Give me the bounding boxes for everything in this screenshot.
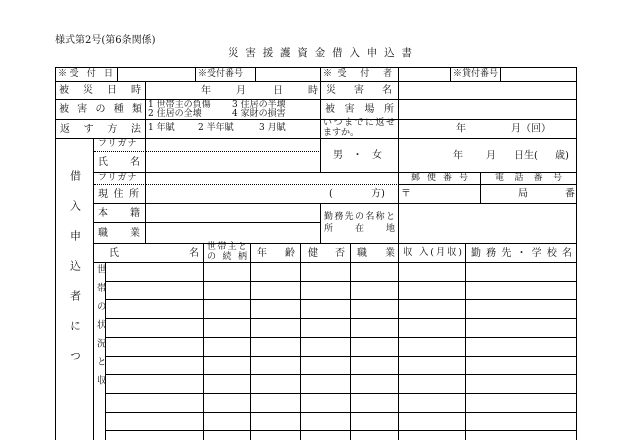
damage-option-1: 1 世帯主の負傷 [148,100,211,110]
repayment-deadline-label [321,120,399,139]
household-cell [301,263,351,282]
household-cell [351,319,399,338]
household-age-header [251,244,301,263]
loan-number-label-text: ※貸付番号 [453,68,499,79]
household-cell [399,338,466,357]
disaster-name-label [321,82,399,100]
household-occupation-header [351,244,399,263]
phone-field [481,185,577,204]
damage-type-label [56,100,146,120]
household-cell [204,282,251,300]
household-cell [301,394,351,413]
household-cell [204,413,251,431]
receiver-field [399,68,451,82]
damage-option-2: 2 住居の全壊 [148,109,202,119]
received-date-field [118,68,196,82]
sex-options: 男 ・ 女 [333,150,382,161]
household-cell [466,282,577,300]
household-cell [106,431,204,440]
repayment-method-options [146,120,321,139]
name-label [94,152,146,173]
form-title: 災 害 援 護 資 金 借 入 申 込 書 [228,47,412,59]
household-cell [251,319,301,338]
care-of-close: 方) [371,188,385,200]
household-cell [251,413,301,431]
disaster-datetime-field [146,82,321,100]
household-workplace-header-text: 勤 務 先 ・ 学 校 名 [471,247,572,259]
damage-place-label [321,100,399,120]
name-furigana-label [94,139,146,152]
household-section-label-text: 世帯の状況と収 [94,264,106,394]
household-occupation-header-text: 職 業 [357,247,395,259]
disaster-name-label-text: 災 害 名 [326,85,392,96]
household-cell [351,282,399,300]
repayment-deadline-line-1: いつまでに返せ [323,118,395,129]
phone-label-text: 電 話 番 号 [495,172,562,183]
household-cell [301,375,351,394]
damage-option-3: 3 住居の半壊 [232,100,286,110]
reception-number-label-text: ※受付番号 [198,68,244,79]
care-of-open: ( [329,188,333,200]
household-cell [466,319,577,338]
household-cell [106,413,204,431]
household-cell [301,300,351,319]
household-cell [399,300,466,319]
household-cell [251,338,301,357]
household-cell [399,413,466,431]
household-cell [301,282,351,300]
applicant-section-label-text: 借入申込者につ [68,170,82,380]
loan-number-field [501,68,577,82]
household-cell [351,300,399,319]
household-cell [204,300,251,319]
month-unit: 月 [236,85,246,96]
household-cell [204,338,251,357]
name-furigana-field [146,139,321,152]
sex-field [321,139,399,173]
day-unit: 日 [273,85,283,96]
postal-code-label-text: 郵 便 番 号 [411,172,468,183]
household-cell [106,338,204,357]
reception-number-label [196,68,256,82]
household-cell [301,357,351,375]
damage-type-label-text: 被 害 の 種 類 [59,104,142,115]
year-unit: 年 [201,85,211,96]
household-workplace-header [466,244,577,263]
household-cell [106,282,204,300]
household-cell [106,319,204,338]
address-furigana-label-text: フリガナ [98,172,138,183]
deadline-year-unit: 年 [456,123,466,135]
household-cell [301,413,351,431]
household-cell [106,394,204,413]
household-cell [251,394,301,413]
occupation-label [94,223,146,244]
relation-header-line-2: の 続 柄 [207,252,247,262]
household-cell [106,375,204,394]
age-unit: 歳) [555,150,569,161]
repayment-option-monthly: 3 月賦 [259,123,286,134]
form-number: 様式第2号(第6条関係) [55,35,156,46]
household-cell [399,319,466,338]
repayment-method-label-text: 返 す 方 法 [60,123,141,135]
birth-day-unit: 日生( [514,150,538,161]
household-cell [466,300,577,319]
household-health-header [301,244,351,263]
birth-date-field [399,139,577,173]
workplace-label [321,204,399,244]
postal-mark: 〒 [401,188,411,200]
household-cell [399,394,466,413]
hour-unit: 時 [308,85,318,96]
household-section-label [94,263,106,440]
workplace-label-line-1: 勤務先の名称と [324,211,395,222]
household-cell [204,263,251,282]
address-label-text: 現 住 所 [98,188,139,200]
deadline-month-unit: 月（回） [511,123,551,135]
household-cell [351,431,399,440]
domicile-field [146,204,321,223]
damage-place-label-text: 被 害 場 所 [325,104,394,115]
address-field [146,185,399,204]
household-cell [399,375,466,394]
application-form-table [55,67,577,440]
repayment-option-annual: 1 年賦 [148,123,175,134]
damage-place-field [399,100,577,120]
received-date-label [56,68,118,82]
household-cell [399,357,466,375]
household-age-header-text: 年 齢 [257,247,295,259]
household-cell [251,300,301,319]
household-cell [351,263,399,282]
postal-code-label [399,173,481,185]
receiver-label [321,68,399,82]
household-cell [301,338,351,357]
damage-type-options [146,100,321,120]
phone-label [481,173,577,185]
household-income-header-text: 収 入(月収) [403,246,462,258]
household-cell [399,282,466,300]
disaster-datetime-label [56,82,146,100]
household-cell [301,319,351,338]
household-cell [351,394,399,413]
household-cell [251,263,301,282]
disaster-name-field [399,82,577,100]
household-name-header [94,244,204,263]
disaster-datetime-label-text: 被 災 日 時 [59,85,141,96]
household-cell [251,431,301,440]
address-furigana-field [146,173,399,185]
occupation-field [146,223,321,244]
household-cell [106,300,204,319]
workplace-field [399,204,577,244]
household-cell [204,375,251,394]
reception-number-field [256,68,321,82]
birth-year-unit: 年 [453,150,463,161]
address-label [94,185,146,204]
name-field [146,152,321,173]
household-income-header [399,244,466,263]
household-cell [351,357,399,375]
household-cell [466,338,577,357]
household-cell [351,413,399,431]
household-cell [251,357,301,375]
receiver-label-text: ※受 付 者 [323,68,392,79]
phone-number-unit: 番 [565,188,575,200]
household-cell [204,319,251,338]
household-cell [399,263,466,282]
loan-number-label [451,68,501,82]
address-furigana-label [94,173,146,185]
household-cell [466,394,577,413]
birth-month-unit: 月 [486,150,496,161]
household-name-header-text: 氏 名 [109,247,199,259]
household-cell [466,357,577,375]
household-cell [466,431,577,440]
occupation-label-text: 職 業 [98,227,140,239]
domicile-label [94,204,146,223]
repayment-deadline-field [399,120,577,139]
applicant-section-label [56,139,94,440]
household-cell [204,394,251,413]
damage-option-4: 4 家財の損害 [232,109,286,119]
name-label-text: 氏 名 [98,156,140,168]
received-date-label-text: ※受 付 日 [58,68,113,79]
relation-header-line-1: 世帯主と [207,242,247,253]
household-cell [251,282,301,300]
repayment-method-label [56,120,146,139]
household-cell [399,431,466,440]
household-cell [251,375,301,394]
household-cell [204,357,251,375]
name-furigana-label-text: フリガナ [98,139,138,150]
household-cell [204,431,251,440]
domicile-label-text: 本 籍 [98,207,140,219]
workplace-label-line-2: 所 在 地 [324,223,395,234]
household-cell [106,263,204,282]
household-cell [106,357,204,375]
household-cell [301,431,351,440]
household-cell [466,413,577,431]
household-cell [351,375,399,394]
phone-exchange-unit: 局 [518,188,528,200]
postal-code-field [399,185,481,204]
household-cell [351,338,399,357]
household-health-header-text: 健 否 [308,247,345,259]
household-cell [466,375,577,394]
household-relation-header [204,244,251,263]
household-cell [466,263,577,282]
repayment-deadline-line-2: ますか。 [323,128,360,138]
repayment-option-semiannual: 2 半年賦 [198,123,234,134]
